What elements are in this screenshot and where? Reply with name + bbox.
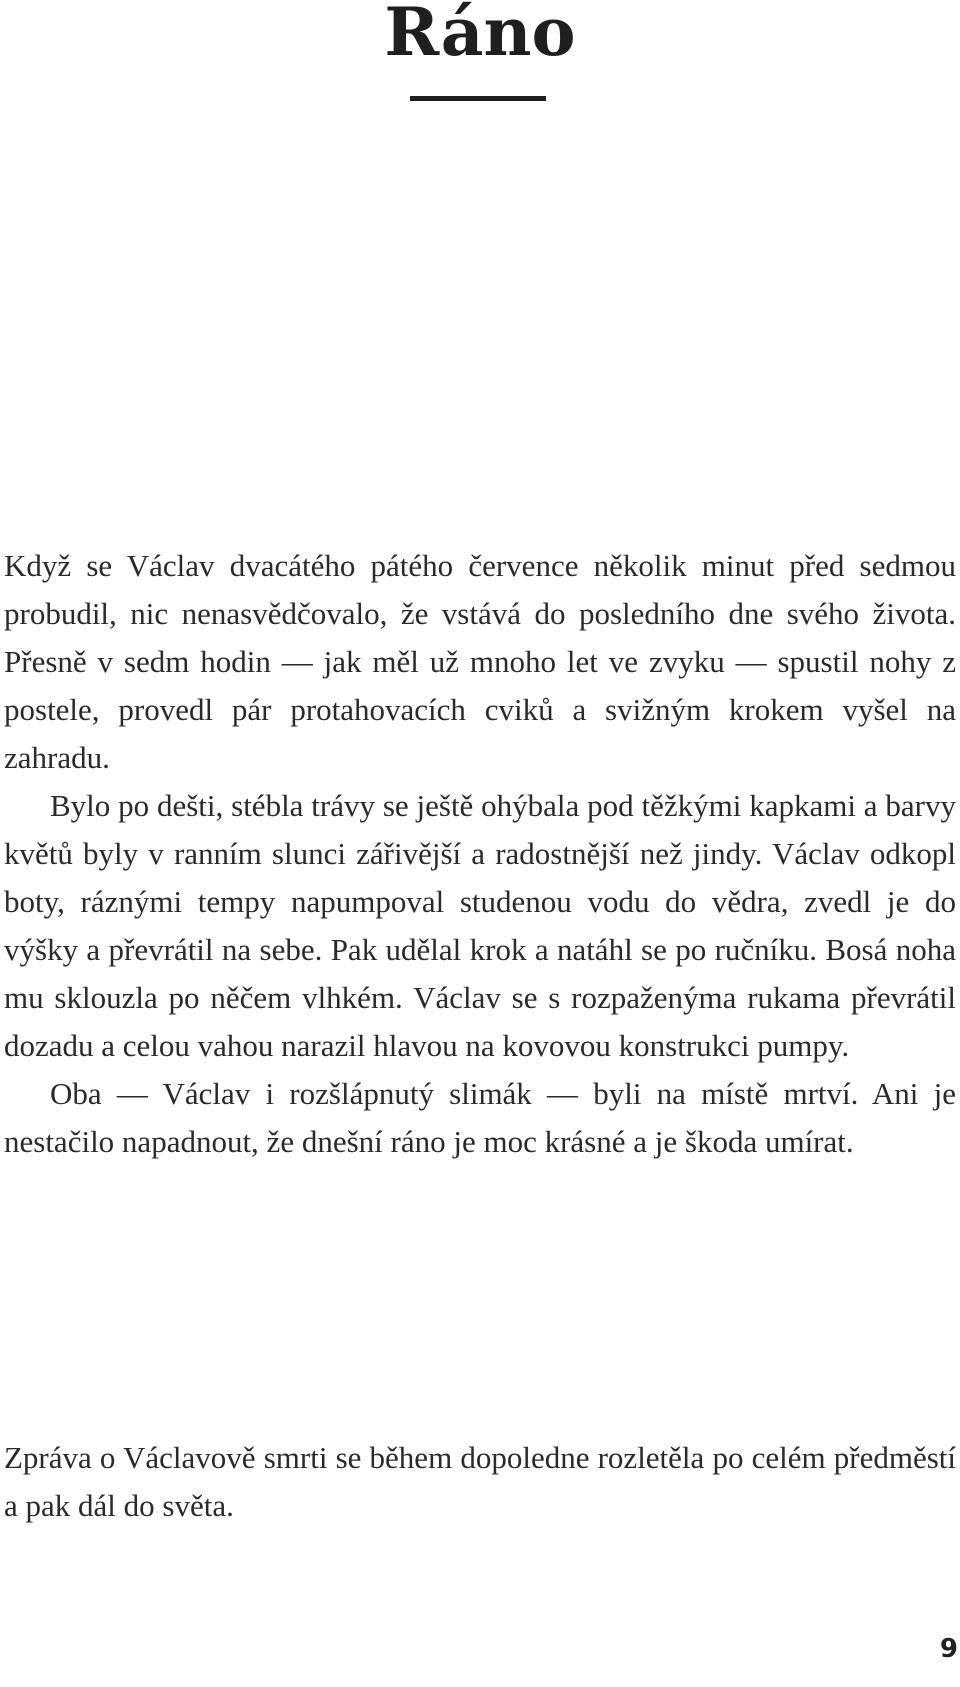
text-block-main [4, 542, 956, 1166]
paragraph-1: Když se Václav dvacátého pátého července několik minut před sedmou probudil, nic nenasvědčovalo, že vstává do posledního dne svého života. Přesně v sedm hodin — jak měl už mnoho let ve zvyku — spustil nohy z postele, provedl pár protahovacích cviků a svižným krokem vyšel na zahradu. [4, 548, 956, 775]
title-underline-rule [410, 96, 546, 101]
paragraph-2: Bylo po dešti, stébla trávy se ještě ohýbala pod těžkými kapkami a barvy květů byly v ranním slunci zářivější a radostnější než jindy. Václav odkopl boty, ráznými tempy napumpoval studenou vodu do vědra, zvedl je do výšky a převrátil na sebe. Pak udělal krok a natáhl se po ručníku. Bosá noha mu sklouzla po něčem vlhkém. Václav se s rozpaženýma rukama převrátil dozadu a celou vahou narazil hlavou na kovovou konstrukci pumpy. [4, 788, 956, 1063]
page-number: 9 [939, 1634, 958, 1664]
paragraph-4: Zpráva o Václavově smrti se během dopoledne rozletěla po celém předměstí a pak dál do světa. [4, 1440, 956, 1523]
text-block-closing [4, 1434, 956, 1530]
paragraph-3: Oba — Václav i rozšlápnutý slimák — byli na místě mrtví. Ani je nestačilo napadnout, že dnešní ráno je moc krásné a je škoda umírat. [4, 1076, 956, 1159]
chapter-title: Ráno [384, 0, 576, 71]
